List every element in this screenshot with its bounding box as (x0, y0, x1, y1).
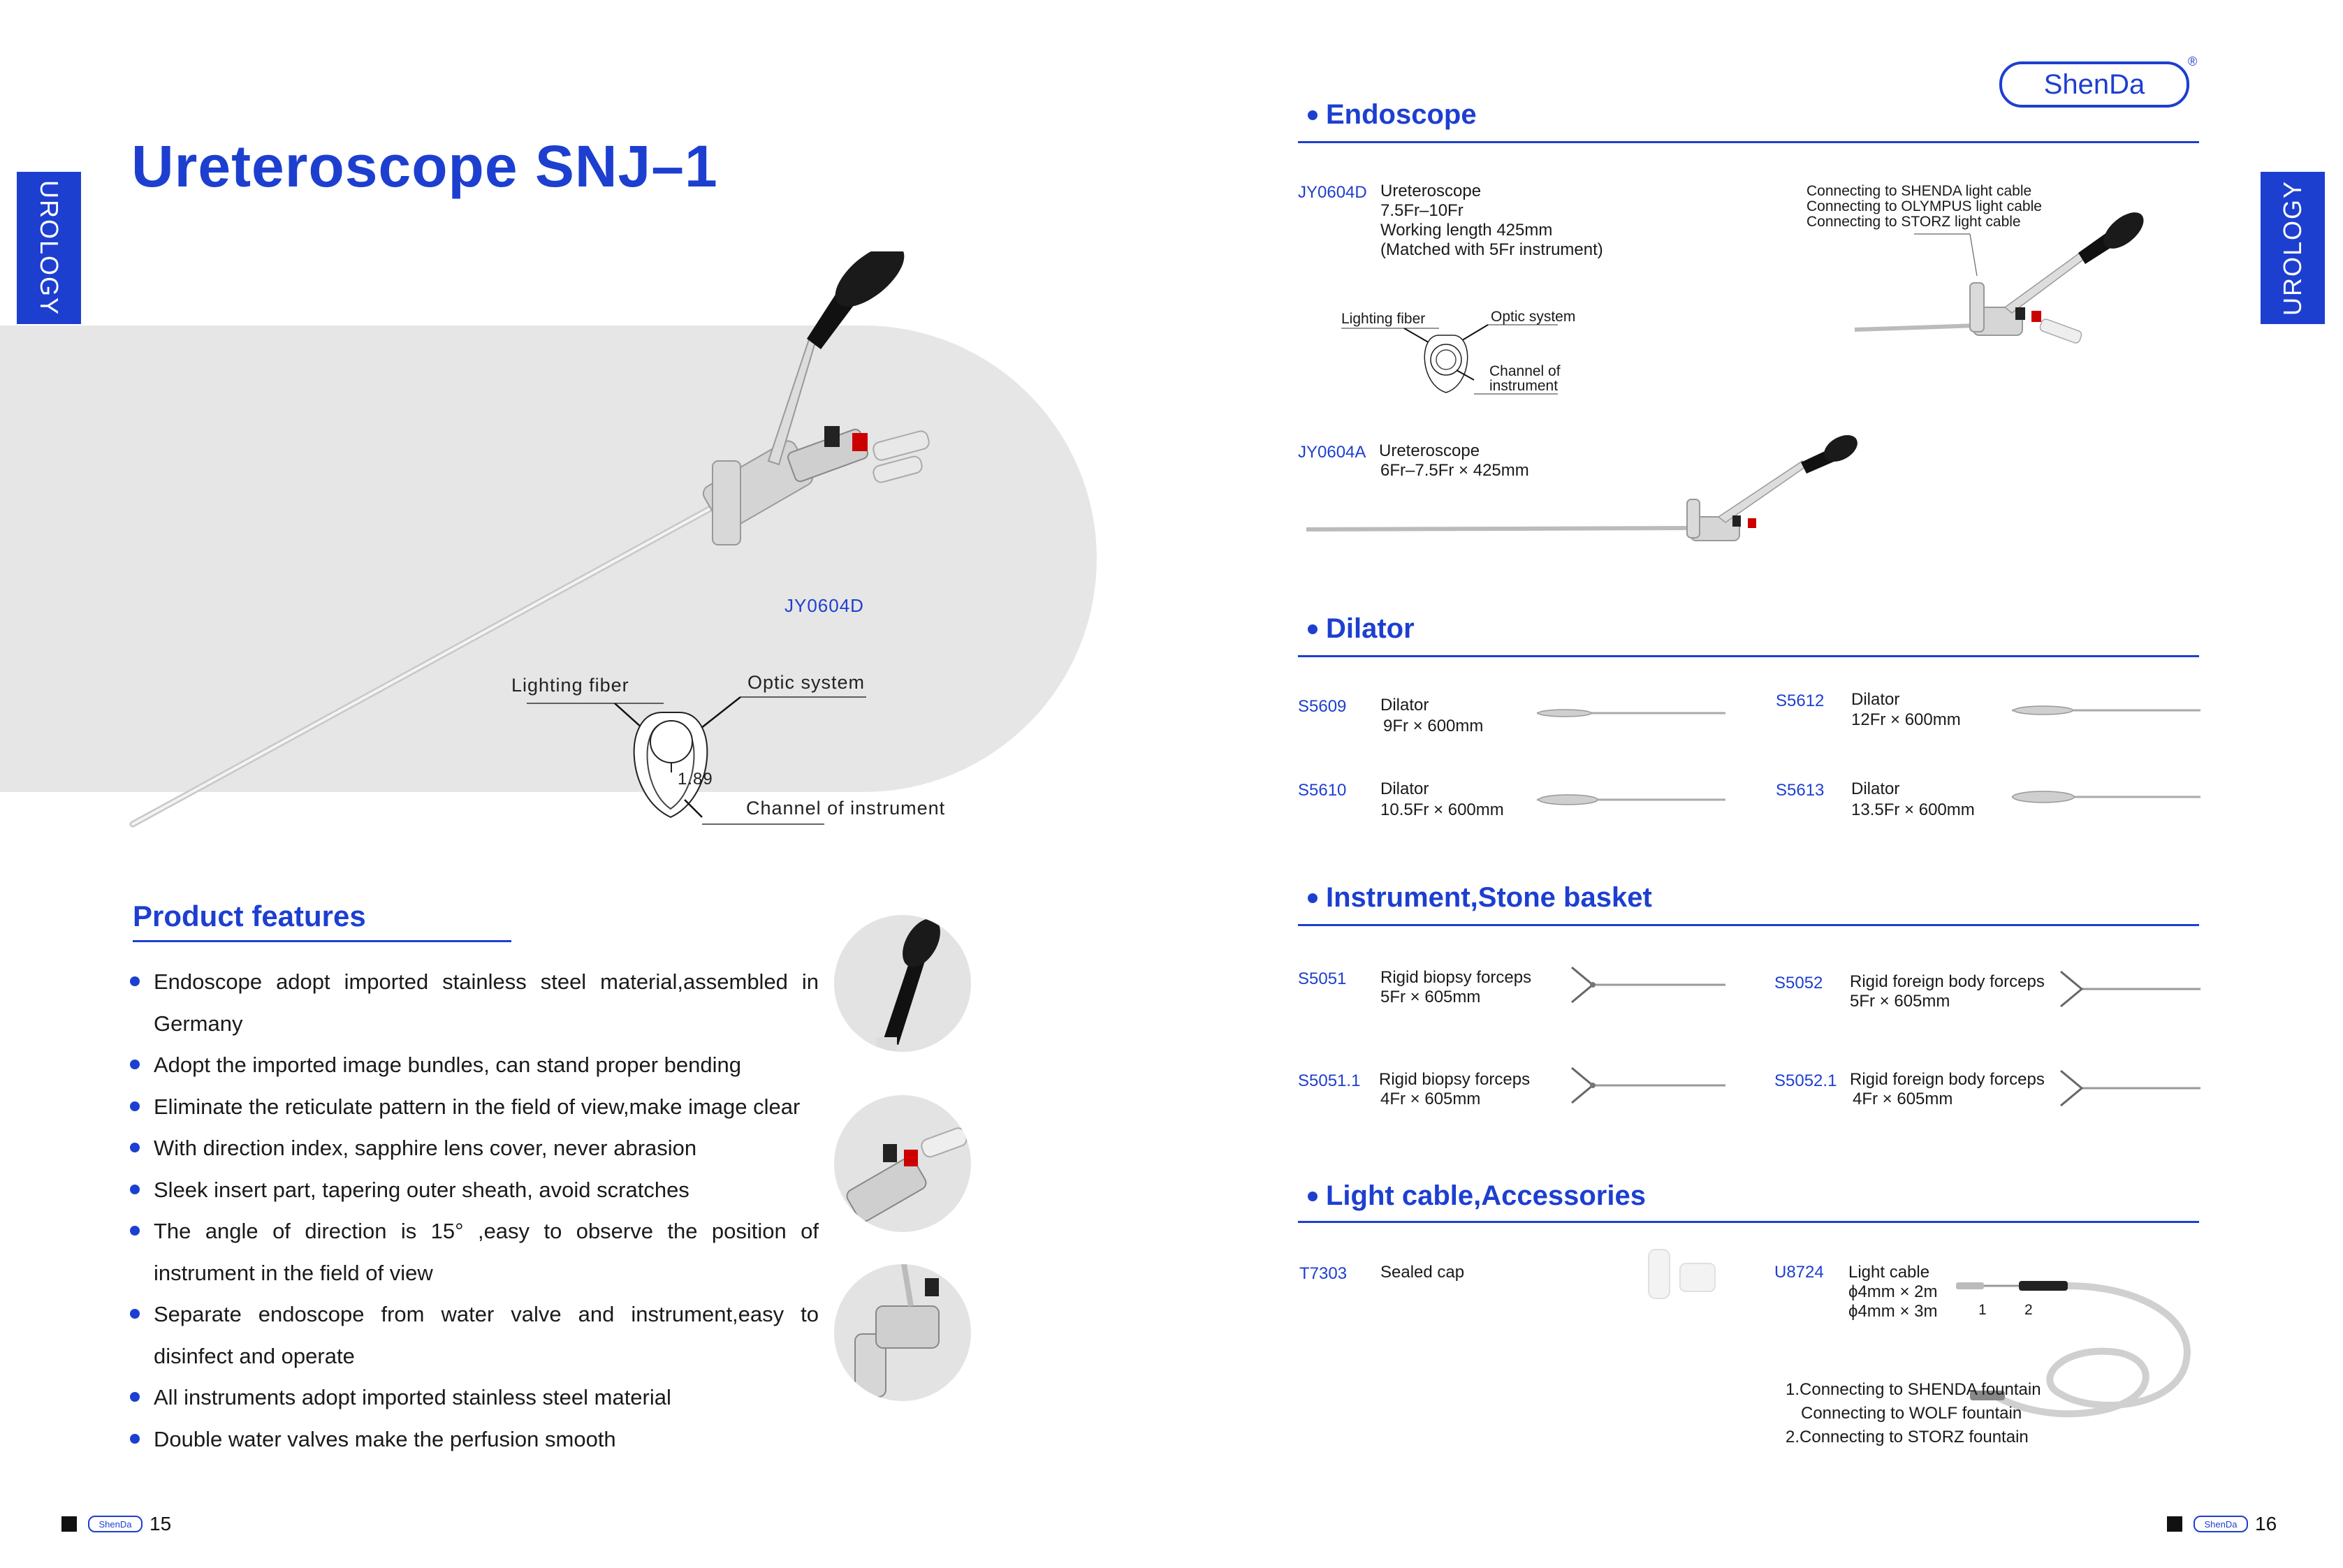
section-title-light-cable (1308, 1180, 1646, 1212)
feature-item: With direction index, sapphire lens cover, never abrasion (130, 1127, 819, 1169)
detail-body-image (834, 1264, 971, 1401)
sealed-cap-image (1642, 1246, 1725, 1302)
page-number: 15 (149, 1513, 172, 1534)
label-lighting-fiber: Lighting fiber (511, 675, 629, 696)
section-title-text: Dilator (1326, 613, 1415, 644)
section-title-text: Endoscope (1326, 99, 1477, 130)
product-name: Sealed cap (1380, 1263, 1465, 1282)
product-code: JY0604D (1298, 183, 1367, 202)
feature-item: Separate endoscope from water valve and instrument,easy to disinfect and operate (130, 1294, 819, 1377)
section-title-endoscope (1308, 99, 1477, 131)
dilator-image (2012, 700, 2200, 721)
product-code: JY0604A (1298, 443, 1366, 462)
biopsy-forceps-image (1565, 964, 1725, 1006)
product-name: Dilator (1851, 779, 1900, 798)
detail-eyepiece-image (834, 915, 971, 1052)
side-tab-label: UROLOGY (2278, 179, 2307, 316)
bullet-icon (1308, 893, 1318, 903)
product-code: S5612 (1776, 691, 1825, 710)
feature-item: Endoscope adopt imported stainless steel material,assembled in Germany (130, 961, 819, 1044)
footer-square (61, 1516, 77, 1532)
label-optic-system: Optic system (747, 672, 866, 693)
product-name: Rigid biopsy forceps (1379, 1070, 1531, 1089)
dilator-image (1537, 703, 1725, 724)
features-list (130, 961, 819, 1460)
shenda-logo: ShenDa (1999, 61, 2189, 108)
product-spec-line: Working length 425mm (1380, 221, 1553, 240)
cable-note: 1.Connecting to SHENDA fountain (1786, 1380, 2041, 1399)
side-tab-urology-left (17, 172, 81, 324)
dilator-image (2012, 786, 2200, 807)
features-underline (133, 940, 511, 942)
biopsy-forceps-image (1565, 1064, 1725, 1106)
footer-logo: ShenDa (2194, 1516, 2248, 1532)
product-code: S5610 (1298, 781, 1347, 800)
cable-note: 2.Connecting to STORZ fountain (1786, 1428, 2029, 1446)
bullet-icon (1308, 624, 1318, 634)
product-spec-line: 5Fr × 605mm (1850, 992, 1950, 1011)
product-spec-line: ϕ4mm × 3m (1848, 1302, 1938, 1321)
product-spec-line: 6Fr–7.5Fr × 425mm (1380, 461, 1529, 480)
page-title: Ureteroscope SNJ–1 (131, 133, 718, 199)
foreign-body-forceps-image (2054, 968, 2200, 1010)
product-code: U8724 (1774, 1263, 1824, 1282)
feature-item: Double water valves make the perfusion smooth (130, 1419, 819, 1460)
product-spec-line: 12Fr × 600mm (1851, 710, 1961, 729)
section-title-text: Instrument,Stone basket (1326, 882, 1652, 913)
product-spec-line: 5Fr × 605mm (1380, 988, 1481, 1006)
product-spec-line: (Matched with 5Fr instrument) (1380, 240, 1603, 259)
feature-item: All instruments adopt imported stainless steel material (130, 1377, 819, 1419)
footer-square (2167, 1516, 2182, 1532)
bullet-icon (1308, 110, 1318, 120)
product-name: Rigid foreign body forceps (1850, 972, 2045, 991)
registered-mark: ® (2188, 54, 2198, 68)
ureteroscope-jy0604d-image (1844, 203, 2180, 405)
feature-item: The angle of direction is 15° ,easy to observe the position of instrument in the field of view (130, 1210, 819, 1294)
feature-item: Sleek insert part, tapering outer sheath, avoid scratches (130, 1169, 819, 1211)
features-title: Product features (133, 900, 366, 932)
product-name: Rigid foreign body forceps (1850, 1070, 2045, 1089)
product-spec-line: ϕ4mm × 2m (1848, 1282, 1938, 1301)
detail-valve-image (834, 1095, 971, 1232)
product-spec-line: 4Fr × 605mm (1853, 1090, 1953, 1108)
product-code: S5051.1 (1298, 1071, 1361, 1090)
product-name: Light cable (1848, 1263, 1930, 1282)
product-name: Ureteroscope (1379, 441, 1480, 460)
hero-product-code: JY0604D (784, 595, 864, 616)
cable-note: Connecting to WOLF fountain (1801, 1404, 2022, 1423)
feature-item: Adopt the imported image bundles, can stand proper bending (130, 1044, 819, 1086)
dilator-image (1537, 789, 1725, 810)
product-code: S5613 (1776, 781, 1825, 800)
product-spec-line: 4Fr × 605mm (1380, 1090, 1481, 1108)
connection-note: Connecting to SHENDA light cable (1806, 183, 2032, 199)
footer-logo: ShenDa (88, 1516, 143, 1532)
connector-marker: 2 (2024, 1302, 2033, 1318)
foreign-body-forceps-image (2054, 1067, 2200, 1109)
footer-right (2167, 1513, 2277, 1535)
product-code: S5609 (1298, 697, 1347, 716)
product-name: Dilator (1851, 690, 1900, 709)
product-name: Dilator (1380, 779, 1429, 798)
bullet-icon (1308, 1192, 1318, 1201)
product-code: S5051 (1298, 969, 1347, 988)
section-title-instrument (1308, 882, 1652, 914)
product-code: T7303 (1299, 1264, 1348, 1283)
label-diameter-value: 1.89 (678, 770, 713, 789)
product-name: Dilator (1380, 696, 1429, 715)
connector-marker: 1 (1978, 1302, 1987, 1318)
label-channel-of-instrument: Channel of instrument (746, 798, 946, 819)
product-code: S5052.1 (1774, 1071, 1837, 1090)
label-channel-of-instrument: instrument (1489, 378, 1559, 394)
ureteroscope-jy0604a-image (1299, 433, 1858, 559)
label-channel-of-instrument: Channel of (1489, 363, 1561, 379)
page-number: 16 (2255, 1513, 2277, 1534)
connection-note: Connecting to STORZ light cable (1806, 214, 2021, 230)
label-lighting-fiber: Lighting fiber (1341, 311, 1426, 327)
product-spec-line: 9Fr × 600mm (1383, 717, 1484, 735)
section-rule (1298, 141, 2199, 143)
section-rule (1298, 1221, 2199, 1223)
product-spec-line: 10.5Fr × 600mm (1380, 800, 1504, 819)
side-tab-label: UROLOGY (35, 179, 64, 316)
product-name: Ureteroscope (1380, 182, 1482, 200)
section-title-dilator (1308, 613, 1415, 645)
label-optic-system: Optic system (1491, 309, 1576, 325)
product-code: S5052 (1774, 974, 1823, 992)
section-title-text: Light cable,Accessories (1326, 1180, 1646, 1211)
section-rule (1298, 924, 2199, 926)
connection-note: Connecting to OLYMPUS light cable (1806, 198, 2042, 214)
product-name: Rigid biopsy forceps (1380, 968, 1532, 987)
feature-item: Eliminate the reticulate pattern in the field of view,make image clear (130, 1086, 819, 1128)
section-rule (1298, 655, 2199, 657)
product-spec-line: 13.5Fr × 600mm (1851, 800, 1975, 819)
side-tab-urology-right (2261, 172, 2325, 324)
footer-left (61, 1513, 171, 1535)
product-spec-line: 7.5Fr–10Fr (1380, 201, 1464, 220)
